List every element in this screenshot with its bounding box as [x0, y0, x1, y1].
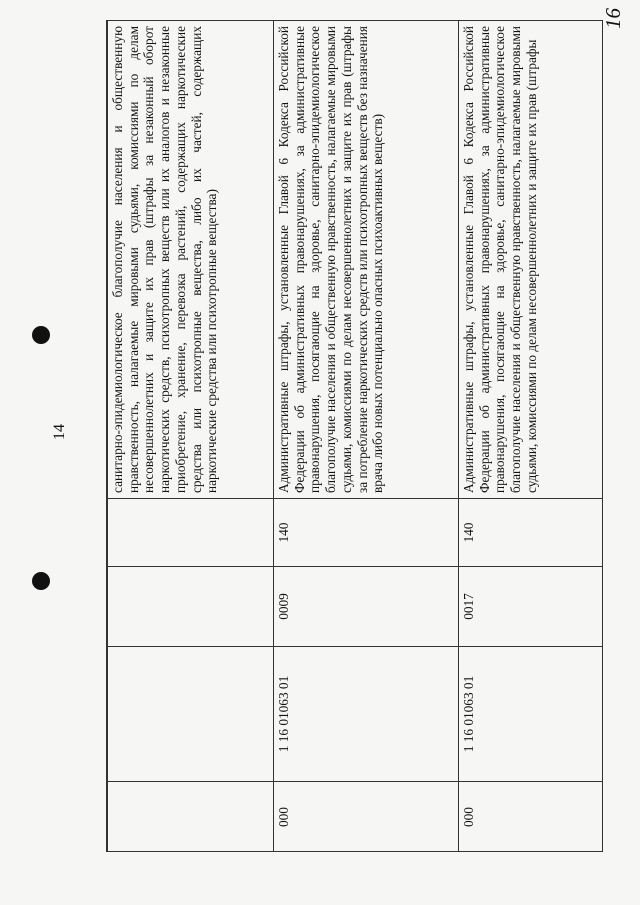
binder-hole-bottom [32, 572, 50, 590]
kbk-code-cell: 1 16 01063 01 [459, 647, 604, 782]
sub-code-cell: 0017 [459, 567, 604, 647]
kbk-code-cell [108, 647, 274, 782]
sub-type-cell [108, 499, 274, 567]
table-row [459, 21, 604, 853]
sub-type-cell: 140 [459, 499, 604, 567]
sub-code-cell: 0009 [274, 567, 459, 647]
table-row [274, 21, 459, 853]
description-cell: Административные штрафы, установленные Главой 6 Кодекса Российской Федерации об административных правонарушениях, за административные правонарушения, посягающие на здоровье, санитарно-эпидемиологическое благополучие населения и общественную нравственность, налагаемые мировыми судьями, комиссиями по делам несовершеннолетних и защите их прав (штрафы за потребление наркотических средств или психотропных веществ без назначения врача либо новых потенциально опасных психоактивных веществ) [274, 21, 459, 499]
handwritten-page-mark: 16 [601, 8, 625, 29]
admin-code-cell: 000 [274, 782, 459, 853]
page-number: 14 [51, 424, 68, 440]
sub-code-cell [108, 567, 274, 647]
table-row [108, 21, 274, 853]
rotated-table-content [107, 21, 603, 852]
document-table [106, 20, 603, 852]
description-cell: санитарно-эпидемиологическое благополучие населения и общественную нравственность, налагаемые мировыми судьями, комиссиями по делам несовершеннолетних и защите их прав (штрафы за незаконный оборот наркотических средств, психотропных веществ или их аналогов и незаконные приобретение, хранение, перевозка растений, содержащих наркотические средства или психотропные вещества, либо их частей, содержащих наркотические средства или психотропные вещества) [108, 21, 274, 499]
admin-code-cell: 000 [459, 782, 604, 853]
budget-classification-table [107, 20, 603, 852]
description-cell: Административные штрафы, установленные Главой 6 Кодекса Российской Федерации об административных правонарушениях, за административные правонарушения, посягающие на здоровье, санитарно-эпидемиологическое благополучие населения и общественную нравственность, налагаемые мировыми судьями, комиссиями по делам несовершеннолетних и защите их прав (штрафы [459, 21, 604, 499]
admin-code-cell [108, 782, 274, 853]
binder-hole-top [32, 326, 50, 344]
kbk-code-cell: 1 16 01063 01 [274, 647, 459, 782]
sub-type-cell: 140 [274, 499, 459, 567]
